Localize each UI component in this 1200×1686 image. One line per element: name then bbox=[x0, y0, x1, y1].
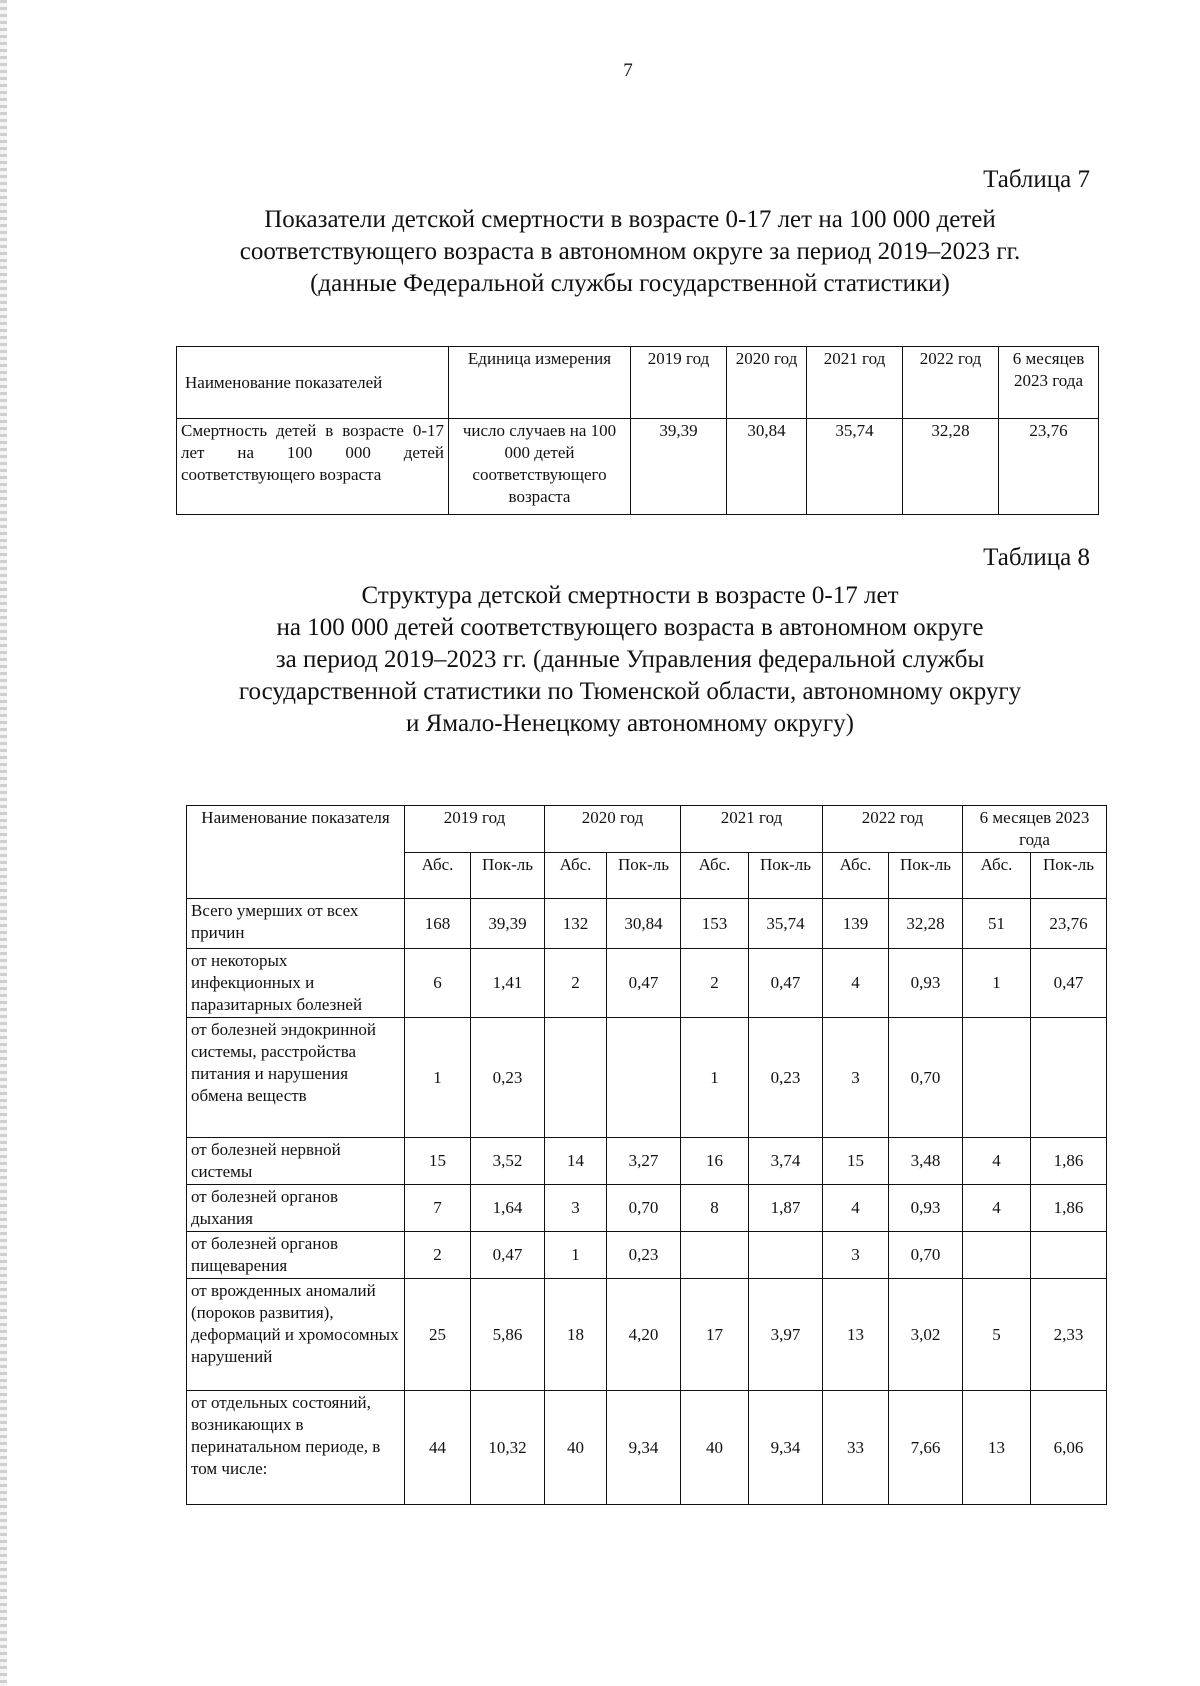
table8-cell-abs bbox=[545, 1018, 607, 1138]
table8-cell-abs: 1 bbox=[545, 1232, 607, 1279]
table8-cell-abs bbox=[963, 1018, 1031, 1138]
table8-title-line: на 100 000 детей соответствующего возраста в автономном округе bbox=[276, 614, 984, 641]
table8-row-name: от болезней эндокринной системы, расстройства питания и нарушения обмена веществ bbox=[187, 1018, 405, 1138]
table7-row-value: 23,76 bbox=[999, 419, 1099, 515]
page-number: 7 bbox=[623, 60, 633, 81]
table7-header-year: 2019 год bbox=[631, 347, 727, 419]
table7 bbox=[176, 346, 1099, 515]
table8-cell-rate: 0,23 bbox=[607, 1232, 681, 1279]
table8-subheader-rate: Пок-ль bbox=[1031, 853, 1107, 899]
table8-cell-rate: 0,93 bbox=[889, 1185, 963, 1232]
table8-title-line: государственной статистики по Тюменской области, автономному округу bbox=[238, 678, 1022, 705]
table8-cell-rate bbox=[1031, 1232, 1107, 1279]
table8-row bbox=[187, 1018, 1107, 1138]
table8-header-year: 2019 год bbox=[405, 806, 545, 853]
table7-row-value: 35,74 bbox=[807, 419, 903, 515]
table8-cell-rate: 4,20 bbox=[607, 1279, 681, 1391]
scan-edge bbox=[0, 0, 7, 1686]
table8-cell-abs: 1 bbox=[405, 1018, 471, 1138]
table7-row-value: 39,39 bbox=[631, 419, 727, 515]
table7-header-year: 6 месяцев 2023 года bbox=[999, 347, 1099, 419]
table8-row bbox=[187, 1185, 1107, 1232]
table8-cell-abs: 4 bbox=[963, 1185, 1031, 1232]
table8-cell-abs: 51 bbox=[963, 899, 1031, 949]
table8-title-line: Структура детской смертности в возрасте 0-17 лет bbox=[361, 582, 899, 609]
table8-cell-rate: 7,66 bbox=[889, 1391, 963, 1505]
table8-cell-rate: 3,97 bbox=[749, 1279, 823, 1391]
table8-row bbox=[187, 1391, 1107, 1505]
table8-cell-abs: 1 bbox=[963, 949, 1031, 1018]
table8-cell-rate: 0,70 bbox=[889, 1232, 963, 1279]
table8-cell-rate: 39,39 bbox=[471, 899, 545, 949]
table8-cell-abs bbox=[963, 1232, 1031, 1279]
table8-row-name: от болезней нервной системы bbox=[187, 1138, 405, 1185]
table8-cell-abs bbox=[681, 1232, 749, 1279]
table8-cell-rate: 0,70 bbox=[607, 1185, 681, 1232]
table8-cell-rate: 0,23 bbox=[749, 1018, 823, 1138]
table8-cell-rate bbox=[1031, 1018, 1107, 1138]
table7-header-year: 2021 год bbox=[807, 347, 903, 419]
table8-cell-abs: 15 bbox=[405, 1138, 471, 1185]
table8-cell-abs: 6 bbox=[405, 949, 471, 1018]
table8-cell-rate: 0,93 bbox=[889, 949, 963, 1018]
table8-label: Таблица 8 bbox=[983, 544, 1090, 571]
table8-cell-abs: 40 bbox=[681, 1391, 749, 1505]
table8-cell-abs: 168 bbox=[405, 899, 471, 949]
table8-cell-abs: 5 bbox=[963, 1279, 1031, 1391]
table7-header-name: Наименование показателей bbox=[177, 347, 449, 419]
table8-cell-abs: 2 bbox=[405, 1232, 471, 1279]
table8-row-name: от отдельных состояний, возникающих в перинатальном периоде, в том числе: bbox=[187, 1391, 405, 1505]
table8-header-name: Наименование показателя bbox=[187, 806, 405, 899]
table8-cell-rate: 10,32 bbox=[471, 1391, 545, 1505]
table8-title bbox=[150, 580, 1110, 740]
table8-cell-abs: 3 bbox=[823, 1018, 889, 1138]
table8-title-line: и Ямало-Ненецкому автономному округу) bbox=[405, 710, 854, 737]
table8-cell-abs: 25 bbox=[405, 1279, 471, 1391]
table8-cell-rate: 3,02 bbox=[889, 1279, 963, 1391]
table8-cell-abs: 132 bbox=[545, 899, 607, 949]
table8-row bbox=[187, 1138, 1107, 1185]
table8-row bbox=[187, 1232, 1107, 1279]
table7-row-value: 30,84 bbox=[727, 419, 807, 515]
table8-cell-abs: 13 bbox=[823, 1279, 889, 1391]
table8-row bbox=[187, 899, 1107, 949]
table8-cell-abs: 2 bbox=[681, 949, 749, 1018]
table8-cell-abs: 40 bbox=[545, 1391, 607, 1505]
table8-cell-rate: 0,47 bbox=[749, 949, 823, 1018]
table7-row-value: 32,28 bbox=[903, 419, 999, 515]
table8-subheader-abs: Абс. bbox=[963, 853, 1031, 899]
table8-header-row bbox=[187, 806, 1107, 853]
table8-cell-abs: 153 bbox=[681, 899, 749, 949]
table8-cell-abs: 16 bbox=[681, 1138, 749, 1185]
table8-cell-rate: 6,06 bbox=[1031, 1391, 1107, 1505]
table8-cell-abs: 18 bbox=[545, 1279, 607, 1391]
table8-cell-rate: 0,47 bbox=[1031, 949, 1107, 1018]
table7-data-row bbox=[177, 419, 1099, 515]
table8-cell-rate: 3,52 bbox=[471, 1138, 545, 1185]
table8-subheader-rate: Пок-ль bbox=[471, 853, 545, 899]
table7-header-year: 2022 год bbox=[903, 347, 999, 419]
table8-cell-rate: 0,47 bbox=[607, 949, 681, 1018]
table8-row-name: от некоторых инфекционных и паразитарных болезней bbox=[187, 949, 405, 1018]
table7-row-unit: число случаев на 100 000 детей соответствующего возраста bbox=[449, 419, 631, 515]
table7-row-name: Смертность детей в возрасте 0-17 лет на 100 000 детей соответствующего возраста bbox=[177, 419, 449, 515]
table8-cell-abs: 4 bbox=[823, 1185, 889, 1232]
table7-header-row bbox=[177, 347, 1099, 419]
table8-subheader-abs: Абс. bbox=[823, 853, 889, 899]
table8-cell-rate: 2,33 bbox=[1031, 1279, 1107, 1391]
table8-cell-rate bbox=[607, 1018, 681, 1138]
table8-body bbox=[187, 899, 1107, 1505]
table8-cell-abs: 13 bbox=[963, 1391, 1031, 1505]
table8-cell-rate: 9,34 bbox=[607, 1391, 681, 1505]
table8-header-year: 2022 год bbox=[823, 806, 963, 853]
table8-cell-abs: 139 bbox=[823, 899, 889, 949]
table8-title-line: за период 2019–2023 гг. (данные Управления федеральной службы bbox=[275, 646, 985, 673]
table8-cell-abs: 2 bbox=[545, 949, 607, 1018]
table8-subheader-rate: Пок-ль bbox=[889, 853, 963, 899]
table7-header-year: 2020 год bbox=[727, 347, 807, 419]
table7-header-unit: Единица измерения bbox=[449, 347, 631, 419]
table8-header-year: 2021 год bbox=[681, 806, 823, 853]
table8-cell-rate: 0,70 bbox=[889, 1018, 963, 1138]
table7-title-line: (данные Федеральной службы государственной статистики) bbox=[310, 270, 950, 297]
table8-row-name: от болезней органов пищеварения bbox=[187, 1232, 405, 1279]
table8-cell-rate: 35,74 bbox=[749, 899, 823, 949]
table8-cell-abs: 17 bbox=[681, 1279, 749, 1391]
table8-cell-rate: 3,27 bbox=[607, 1138, 681, 1185]
table8-cell-abs: 3 bbox=[545, 1185, 607, 1232]
table8-cell-rate: 3,48 bbox=[889, 1138, 963, 1185]
table8-cell-rate: 1,86 bbox=[1031, 1185, 1107, 1232]
table8-cell-abs: 44 bbox=[405, 1391, 471, 1505]
table8-cell-rate: 23,76 bbox=[1031, 899, 1107, 949]
table8-row-name: от болезней органов дыхания bbox=[187, 1185, 405, 1232]
table7-title bbox=[150, 204, 1110, 300]
table8-row bbox=[187, 1279, 1107, 1391]
table8-cell-abs: 1 bbox=[681, 1018, 749, 1138]
table8-cell-rate: 1,64 bbox=[471, 1185, 545, 1232]
table8-cell-rate: 0,47 bbox=[471, 1232, 545, 1279]
table8-cell-abs: 14 bbox=[545, 1138, 607, 1185]
table8-header-year: 2020 год bbox=[545, 806, 681, 853]
table7-title-line: Показатели детской смертности в возрасте 0-17 лет на 100 000 детей bbox=[264, 206, 996, 233]
table8-cell-abs: 7 bbox=[405, 1185, 471, 1232]
table8-row-name: от врожденных аномалий (пороков развития), деформаций и хромосомных нарушений bbox=[187, 1279, 405, 1391]
table8-cell-abs: 4 bbox=[963, 1138, 1031, 1185]
table8-cell-abs: 3 bbox=[823, 1232, 889, 1279]
table8-cell-abs: 33 bbox=[823, 1391, 889, 1505]
table8-cell-rate: 1,87 bbox=[749, 1185, 823, 1232]
table8-cell-rate: 5,86 bbox=[471, 1279, 545, 1391]
table7-label: Таблица 7 bbox=[983, 166, 1090, 193]
table8-cell-abs: 15 bbox=[823, 1138, 889, 1185]
table8-cell-rate: 1,41 bbox=[471, 949, 545, 1018]
table8-cell-rate: 32,28 bbox=[889, 899, 963, 949]
table8-cell-rate bbox=[749, 1232, 823, 1279]
table8-header-year: 6 месяцев 2023 года bbox=[963, 806, 1107, 853]
table8-subheader-abs: Абс. bbox=[405, 853, 471, 899]
table8-cell-rate: 3,74 bbox=[749, 1138, 823, 1185]
table8 bbox=[186, 805, 1107, 1505]
table8-subheader-rate: Пок-ль bbox=[749, 853, 823, 899]
table8-subheader-rate: Пок-ль bbox=[607, 853, 681, 899]
table8-subheader-abs: Абс. bbox=[545, 853, 607, 899]
table8-cell-abs: 8 bbox=[681, 1185, 749, 1232]
table7-title-line: соответствующего возраста в автономном округе за период 2019–2023 гг. bbox=[239, 238, 1021, 265]
table8-cell-abs: 4 bbox=[823, 949, 889, 1018]
table8-subheader-abs: Абс. bbox=[681, 853, 749, 899]
table8-cell-rate: 30,84 bbox=[607, 899, 681, 949]
table8-row bbox=[187, 949, 1107, 1018]
table8-cell-rate: 9,34 bbox=[749, 1391, 823, 1505]
table8-cell-rate: 1,86 bbox=[1031, 1138, 1107, 1185]
table8-cell-rate: 0,23 bbox=[471, 1018, 545, 1138]
table8-row-name: Всего умерших от всех причин bbox=[187, 899, 405, 949]
